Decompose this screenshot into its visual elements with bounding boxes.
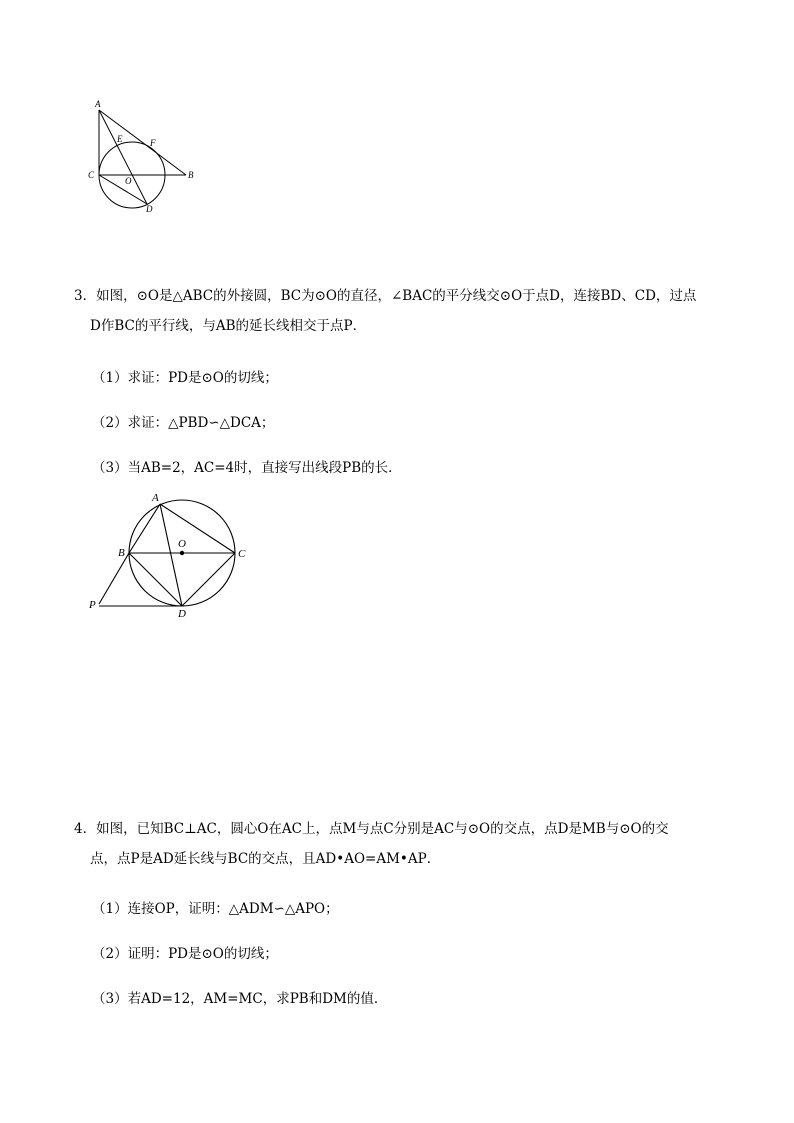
fig1-line-ab <box>99 110 186 175</box>
figure-1-circle-triangle <box>86 96 206 220</box>
fig1-label-d: D <box>146 204 153 214</box>
fig1-label-f: F <box>150 138 156 148</box>
fig2-line-ac <box>160 504 235 553</box>
problem-4-line-2: 点，点P是AD延长线与BC的交点，且AD•AO=AM•AP． <box>90 851 441 867</box>
fig2-line-ab <box>129 504 160 553</box>
fig2-label-c: C <box>238 548 246 560</box>
figure-2-circle-parallel <box>86 490 256 620</box>
problem-3-number: 3． <box>74 288 97 304</box>
fig2-label-o: O <box>178 538 186 550</box>
fig2-center-dot <box>180 551 184 555</box>
problem-3-line-1: 如图，⊙O是△ABC的外接圆，BC为⊙O的直径，∠BAC的平分线交⊙O于点D，连接BD、CD，过点 <box>96 288 697 304</box>
problem-3-part-2: （2）求证：△PBD∽△DCA； <box>92 415 275 431</box>
fig2-label-d: D <box>178 608 186 620</box>
fig2-line-bd <box>129 553 182 606</box>
fig1-label-b: B <box>188 170 194 180</box>
problem-4-line-1: 如图，已知BC⊥AC，圆心O在AC上，点M与点C分别是AC与⊙O的交点，点D是MB与⊙O的交 <box>96 821 669 837</box>
fig2-line-cd <box>182 553 235 606</box>
problem-4-part-2: （2）证明：PD是⊙O的切线； <box>92 946 278 962</box>
problem-4-statement <box>74 814 730 874</box>
fig1-label-a: A <box>95 99 101 109</box>
fig1-label-e: E <box>117 134 123 144</box>
fig2-line-bp <box>99 553 129 604</box>
fig1-label-c: C <box>88 170 95 180</box>
fig2-label-p: P <box>89 599 96 611</box>
problem-3-line-2: D作BC的平行线，与AB的延长线相交于点P． <box>90 318 367 334</box>
problem-4-part-3: （3）若AD=12，AM=MC，求PB和DM的值． <box>92 991 388 1007</box>
problem-3-part-1: （1）求证：PD是⊙O的切线； <box>92 370 278 386</box>
problem-4-part-1: （1）连接OP，证明：△ADM∽△APO； <box>92 901 339 917</box>
fig2-label-a: A <box>152 492 159 504</box>
fig2-line-ad <box>160 504 182 606</box>
problem-3-part-3: （3）当AB=2，AC=4时，直接写出线段PB的长． <box>92 460 402 476</box>
fig2-label-b: B <box>118 547 125 559</box>
fig1-label-o: O <box>125 176 132 186</box>
problem-3-statement <box>74 281 730 341</box>
problem-4-number: 4． <box>74 821 97 837</box>
